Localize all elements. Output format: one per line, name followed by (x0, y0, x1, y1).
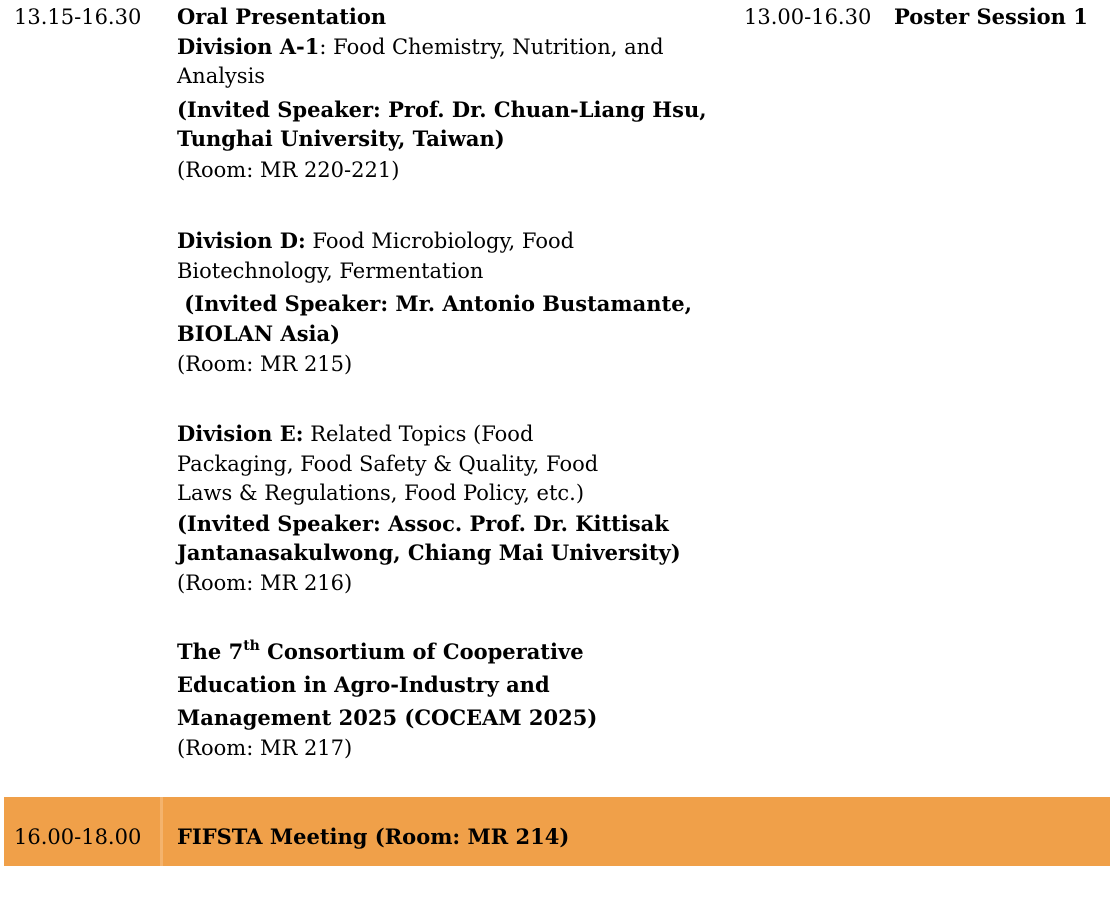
poster-session-time: 13.00-16.30 (744, 5, 872, 29)
division-e-room: (Room: MR 216) (177, 570, 353, 595)
meeting-time-cell (4, 797, 160, 866)
coceam-title-cont: Education in Agro-Industry and (177, 672, 550, 697)
division-d-speaker-cont: BIOLAN Asia) (177, 320, 341, 346)
division-a1-speaker-cont: Tunghai University, Taiwan) (177, 126, 505, 151)
division-e-label: Division E: (177, 421, 304, 446)
division-a1-room: (Room: MR 220-221) (177, 157, 400, 182)
session-time: 13.15-16.30 (14, 5, 142, 29)
division-e-topic-cont2: Laws & Regulations, Food Policy, etc.) (177, 481, 585, 505)
meeting-time: 16.00-18.00 (14, 825, 142, 849)
ordinal-suffix: th (243, 638, 260, 654)
division-e-speaker-cont: Jantanasakulwong, Chiang Mai University) (177, 540, 681, 565)
division-d-block (177, 226, 717, 380)
division-a1-speaker: (Invited Speaker: Prof. Dr. Chuan-Liang Hsu, (177, 96, 707, 122)
division-e-block (177, 419, 717, 598)
cell-divider (160, 797, 163, 866)
coceam-title-cont2: Management 2025 (COCEAM 2025) (177, 705, 598, 730)
division-e-speaker: (Invited Speaker: Assoc. Prof. Dr. Kittisak (177, 510, 669, 536)
oral-presentation-title: Oral Presentation (177, 4, 387, 29)
coceam-room: (Room: MR 217) (177, 736, 353, 760)
division-a1-topic: Division A-1: Food Chemistry, Nutrition, and (177, 33, 664, 59)
coceam-title: The 7th Consortium of Cooperative (177, 638, 584, 664)
meeting-row (4, 797, 1110, 866)
division-d-speaker: (Invited Speaker: Mr. Antonio Bustamante, (177, 291, 692, 316)
division-d-topic-cont: Biotechnology, Fermentation (177, 258, 484, 283)
division-a1-label: Division A-1 (177, 33, 320, 59)
division-e-topic: Division E: Related Topics (Food (177, 421, 534, 446)
division-a1-block (177, 2, 717, 185)
division-a1-topic-cont: Analysis (177, 64, 266, 88)
division-d-label: Division D: (177, 228, 306, 253)
poster-session-title: Poster Session 1 (894, 4, 1088, 29)
division-e-topic-cont: Packaging, Food Safety & Quality, Food (177, 451, 599, 476)
coceam-block (177, 635, 717, 764)
division-d-topic: Division D: Food Microbiology, Food (177, 228, 575, 253)
division-d-room: (Room: MR 215) (177, 352, 353, 376)
meeting-title: FIFSTA Meeting (Room: MR 214) (177, 824, 570, 849)
